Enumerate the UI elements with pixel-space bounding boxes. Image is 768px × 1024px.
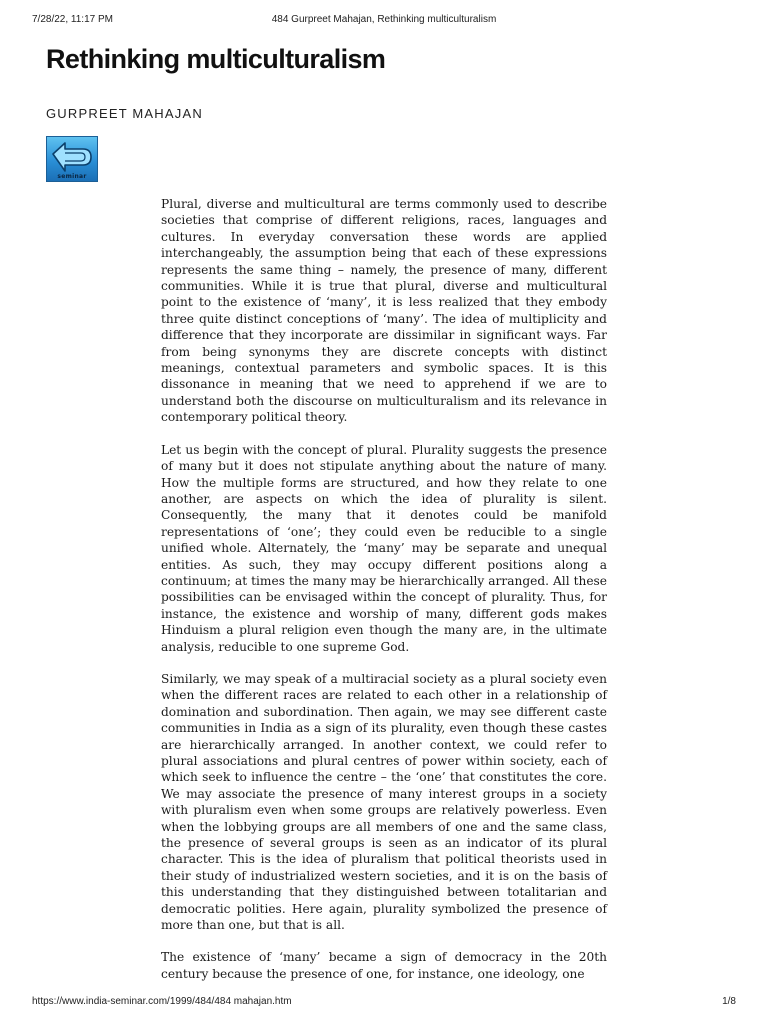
print-datetime: 7/28/22, 11:17 PM (32, 14, 113, 25)
paragraph: Let us begin with the concept of plural. Plurality suggests the presence of many but it does not stipulate anything about the nature of many. How the multiple forms are structured, and how they relate to one another, are aspects on which the idea of plurality is silent. Consequently, the many that it denotes could be manifold representations of ‘one’; they could even be reducible to a single unified whole. Alternately, the ‘many’ may be separate and unequal entities. As such, they may occupy different positions along a continuum; at times the many may be hierarchically arranged. All these possibilities can be envisaged within the concept of plurality. Thus, for instance, the existence and worship of many, different gods makes Hinduism a plural religion even though the many are, in the ultimate analysis, reducible to one supreme God. (161, 442, 607, 654)
paragraph: Similarly, we may speak of a multiracial society as a plural society even when the different races are related to each other in a relationship of domination and subordination. Then again, we may see different caste communities in India as a sign of its plurality, even though these castes are hierarchically arranged. In another context, we could refer to plural associations and plural centres of power within society, each of which seek to influence the centre – the ‘one’ that constitutes the core. We may associate the presence of many interest groups in a society with pluralism even when some groups are relatively powerless. Even when the lobbying groups are all members of one and the same class, the presence of several groups is seen as an indicator of its plural character. This is the idea of pluralism that political theorists used in their study of industrialized western societies, and it is on the basis of this understanding that they distinguished between totalitarian and democratic polities. Here again, plurality symbolized the presence of more than one, but that is all. (161, 671, 607, 933)
article-author: GURPREET MAHAJAN (46, 106, 203, 121)
article-title: Rethinking multiculturalism (46, 44, 386, 74)
seminar-logo[interactable] (46, 136, 98, 182)
print-url[interactable]: https://www.india-seminar.com/1999/484/484 mahajan.htm (32, 996, 292, 1007)
article-body (161, 196, 607, 998)
print-page-number: 1/8 (722, 996, 736, 1007)
paragraph: The existence of ‘many’ became a sign of democracy in the 20th century because the presence of one, for instance, one ideology, one (161, 950, 607, 981)
print-page-title: 484 Gurpreet Mahajan, Rethinking multiculturalism (271, 14, 497, 25)
paragraph: Plural, diverse and multicultural are terms commonly used to describe societies that comprise of different religions, races, languages and cultures. In everyday conversation these words are applied interchangeably, the assumption being that each of these expressions represents the same thing – namely, the presence of many, different communities. While it is true that plural, diverse and multicultural point to the existence of ‘many’, it is less realized that they embody three quite distinct conceptions of ‘many’. The idea of multiplicity and difference that they incorporate are dissimilar in significant ways. Far from being synonyms they are discrete concepts with distinct meanings, contextual parameters and symbolic spaces. It is this dissonance in meaning that we need to apprehend if we are to understand both the discourse on multiculturalism and its relevance in contemporary political theory. (161, 197, 607, 425)
print-footer (32, 996, 736, 1012)
logo-label: seminar (57, 173, 87, 180)
print-header (32, 14, 736, 30)
